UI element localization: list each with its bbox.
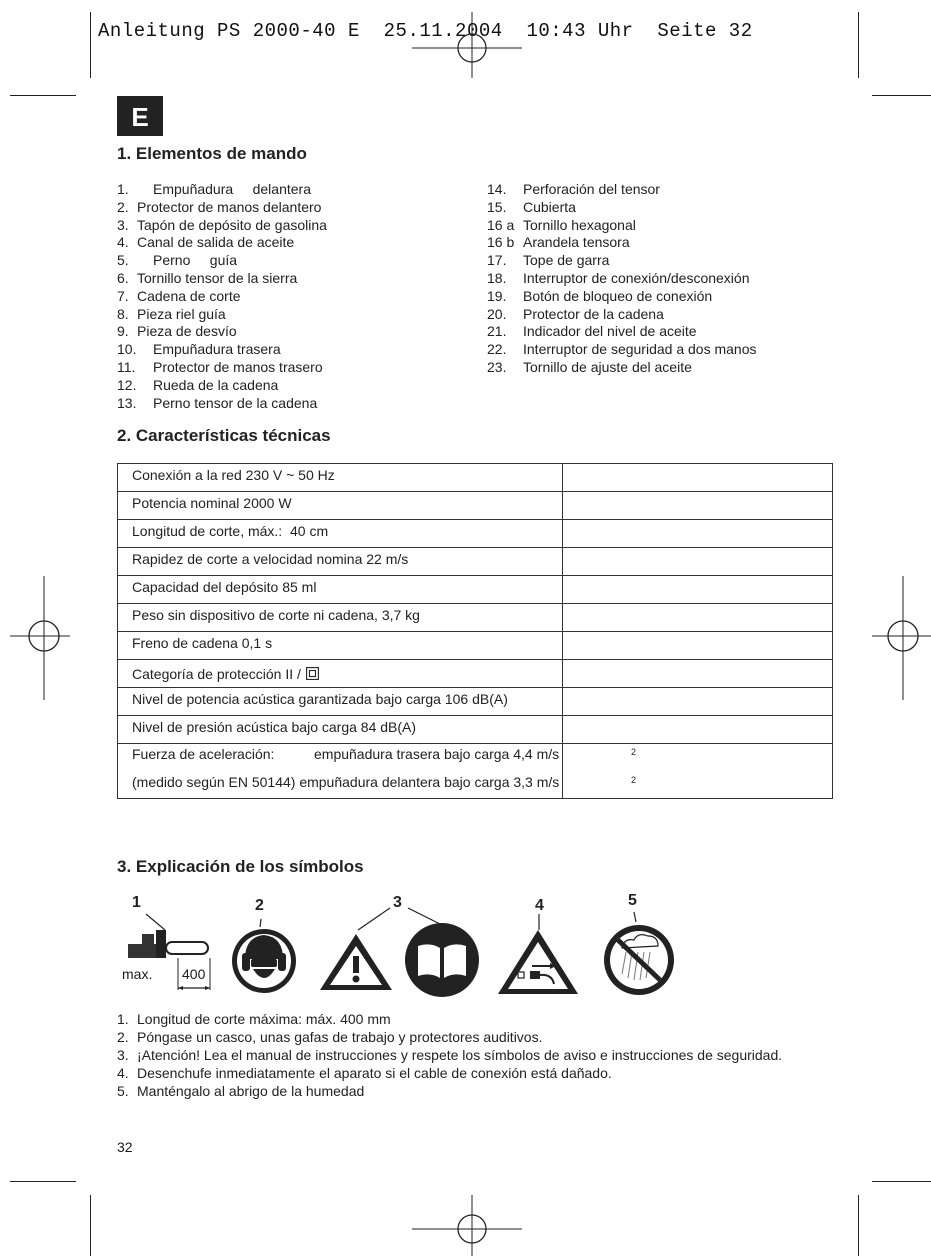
- item-number: 6.: [117, 269, 129, 286]
- item-number: 14.: [487, 181, 507, 197]
- spec-cell: Freno de cadena 0,1 s: [118, 632, 563, 659]
- crop-mark: [872, 95, 931, 96]
- item-number: 8.: [117, 305, 129, 322]
- crop-mark: [858, 12, 859, 78]
- table-row-acceleration: [118, 744, 832, 798]
- spec-cell: Conexión a la red 230 V ~ 50 Hz: [118, 464, 563, 491]
- spec-empty-cell: [563, 492, 832, 519]
- item-text: ¡Atención! Lea el manual de instrucciones y respete los símbolos de aviso e instrucciones de seguridad.: [137, 1047, 783, 1063]
- symbol-number: 3: [393, 894, 402, 911]
- spec-empty-cell: [563, 632, 832, 659]
- item-label: Pieza riel guía: [137, 305, 226, 322]
- print-header: Anleitung PS 2000-40 E 25.11.2004 10:43 Uhr Seite 32: [98, 20, 753, 42]
- item-label: Rueda de la cadena: [153, 376, 279, 393]
- item-number: 2.: [117, 1029, 129, 1045]
- crop-mark: [872, 1181, 931, 1182]
- crop-mark: [90, 12, 91, 78]
- item-label: Tope de garra: [523, 252, 610, 269]
- spec-cell: Rapidez de corte a velocidad nomina 22 m/s: [118, 548, 563, 575]
- crop-mark: [858, 1195, 859, 1256]
- spec-text: Categoría de protección II /: [132, 665, 305, 682]
- registration-mark-icon: [10, 576, 70, 700]
- item-label: Perno tensor de la cadena: [153, 394, 318, 411]
- language-badge: E: [117, 96, 163, 136]
- no-rain-icon: [596, 908, 680, 998]
- item-label: Cadena de corte: [137, 287, 241, 304]
- accel-superscript: 2: [631, 775, 637, 785]
- item-label: Interruptor de seguridad a dos manos: [523, 341, 757, 358]
- spec-cell: Longitud de corte, máx.: 40 cm: [118, 520, 563, 547]
- accel-rear-handle: empuñadura trasera bajo carga 4,4 m/s: [314, 746, 560, 762]
- item-label: Protector de la cadena: [523, 305, 664, 322]
- item-label: Tornillo de ajuste del aceite: [523, 358, 692, 375]
- page-number: 32: [117, 1139, 133, 1155]
- item-number: 5.: [117, 252, 129, 269]
- list-item: [117, 1010, 782, 1028]
- item-number: 4.: [117, 234, 129, 251]
- list-item: [117, 1082, 782, 1100]
- spec-cell: Capacidad del depósito 85 ml: [118, 576, 563, 603]
- symbol-number: 2: [255, 897, 264, 914]
- item-number: 18.: [487, 269, 507, 286]
- section-title-specs: 2. Características técnicas: [117, 426, 331, 445]
- symbols-explanations: [117, 1010, 782, 1100]
- spec-empty-cell: [563, 576, 832, 603]
- list-item: [487, 217, 756, 235]
- item-label: Indicador del nivel de aceite: [523, 323, 697, 340]
- item-number: 5.: [117, 1083, 129, 1099]
- symbol-number: 5: [628, 892, 637, 909]
- item-label: Tapón de depósito de gasolina: [137, 216, 327, 233]
- list-item: [487, 270, 756, 288]
- list-item: [117, 341, 327, 359]
- list-item: [117, 270, 327, 288]
- item-number: 16 b: [487, 234, 515, 251]
- list-item: [117, 359, 327, 377]
- table-row: [118, 548, 832, 576]
- spec-empty-cell: [563, 464, 832, 491]
- registration-mark-icon: [412, 1195, 522, 1256]
- registration-mark-icon: [872, 576, 931, 700]
- head-protection-icon: [231, 913, 299, 995]
- item-number: 22.: [487, 341, 507, 358]
- crop-mark: [10, 95, 76, 96]
- crop-mark: [90, 1195, 91, 1256]
- table-row: [118, 716, 832, 744]
- item-number: 11.: [117, 358, 136, 375]
- item-text: Manténgalo al abrigo de la humedad: [137, 1083, 365, 1099]
- accel-front-handle: (medido según EN 50144) empuñadura delantera bajo carga 3,3 m/s: [132, 774, 560, 790]
- item-text: Longitud de corte máxima: máx. 400 mm: [137, 1011, 391, 1027]
- list-item: [487, 199, 756, 217]
- item-number: 2.: [117, 198, 129, 215]
- symbol-number: 4: [535, 897, 544, 914]
- list-item: [487, 341, 756, 359]
- controls-list-right: [487, 181, 756, 377]
- list-item: [487, 306, 756, 324]
- spec-empty-cell: [563, 604, 832, 631]
- crop-mark: [10, 1181, 76, 1182]
- section-title-symbols: 3. Explicación de los símbolos: [117, 857, 364, 876]
- item-label: Interruptor de conexión/desconexión: [523, 269, 750, 286]
- list-item: [117, 234, 327, 252]
- item-number: 10.: [117, 341, 137, 358]
- item-label: Tornillo hexagonal: [523, 216, 636, 233]
- item-text: Desenchufe inmediatamente el aparato si el cable de conexión está dañado.: [137, 1065, 612, 1081]
- item-label: Botón de bloqueo de conexión: [523, 287, 713, 304]
- item-number: 1.: [117, 181, 129, 197]
- item-number: 9.: [117, 323, 129, 340]
- list-item: [487, 359, 756, 377]
- table-row: [118, 492, 832, 520]
- max-label: max.: [122, 966, 153, 982]
- table-row: [118, 604, 832, 632]
- item-label: Protector de manos trasero: [153, 358, 323, 375]
- section-title-controls: 1. Elementos de mando: [117, 144, 307, 163]
- registration-mark-icon: [412, 12, 522, 82]
- list-item: [487, 252, 756, 270]
- item-number: 12.: [117, 376, 137, 393]
- specs-table: [117, 463, 833, 799]
- item-label: Protector de manos delantero: [137, 198, 322, 215]
- item-label: Arandela tensora: [523, 234, 630, 251]
- item-number: 1.: [117, 1011, 129, 1027]
- controls-list-left: [117, 181, 327, 412]
- item-number: 23.: [487, 358, 507, 375]
- list-item: [117, 1028, 782, 1046]
- item-label: Canal de salida de aceite: [137, 234, 295, 251]
- item-number: 3.: [117, 1047, 129, 1063]
- unplug-damaged-cable-icon: [494, 908, 580, 998]
- table-row: [118, 520, 832, 548]
- list-item: [117, 288, 327, 306]
- list-item: [117, 1064, 782, 1082]
- list-item: [117, 199, 327, 217]
- max-value: 400: [182, 966, 206, 982]
- list-item: [487, 323, 756, 341]
- item-label: Perforación del tensor: [523, 181, 660, 197]
- list-item: [487, 288, 756, 306]
- list-item: [117, 323, 327, 341]
- item-text: Póngase un casco, unas gafas de trabajo y protectores auditivos.: [137, 1029, 543, 1045]
- spec-cell-protection: [118, 660, 563, 687]
- item-label: Perno guía: [153, 252, 238, 269]
- chainsaw-max-length-icon: [118, 910, 218, 1000]
- spec-empty-cell: [563, 716, 832, 743]
- item-number: 15.: [487, 198, 507, 215]
- table-row: [118, 632, 832, 660]
- table-row: [118, 576, 832, 604]
- spec-empty-cell: [563, 688, 832, 715]
- spec-cell: Peso sin dispositivo de corte ni cadena, 3,7 kg: [118, 604, 563, 631]
- item-number: 7.: [117, 287, 129, 304]
- list-item: [117, 252, 327, 270]
- item-number: 17.: [487, 252, 507, 269]
- item-number: 19.: [487, 287, 507, 304]
- list-item: [117, 1046, 782, 1064]
- table-row: [118, 464, 832, 492]
- symbol-number: 1: [132, 894, 141, 911]
- spec-cell: Potencia nominal 2000 W: [118, 492, 563, 519]
- table-row: [118, 688, 832, 716]
- item-number: 16 a: [487, 216, 515, 233]
- item-number: 4.: [117, 1065, 129, 1081]
- list-item: [487, 181, 756, 199]
- accel-superscript: 2: [631, 747, 637, 757]
- item-label: Empuñadura delantera: [153, 181, 311, 197]
- item-number: 21.: [487, 323, 507, 340]
- spec-empty-cell: [563, 548, 832, 575]
- spec-cell: Nivel de potencia acústica garantizada bajo carga 106 dB(A): [118, 688, 563, 715]
- item-label: Tornillo tensor de la sierra: [137, 269, 298, 286]
- double-insulation-icon: [306, 667, 319, 680]
- item-number: 3.: [117, 216, 129, 233]
- list-item: [487, 234, 756, 252]
- list-item: [117, 377, 327, 395]
- list-item: [117, 181, 327, 199]
- spec-empty-cell: [563, 520, 832, 547]
- warning-read-manual-icon: [318, 900, 488, 998]
- item-number: 20.: [487, 305, 507, 322]
- list-item: [117, 306, 327, 324]
- item-number: 13.: [117, 394, 137, 411]
- spec-empty-cell: [563, 744, 832, 798]
- list-item: [117, 395, 327, 413]
- item-label: Pieza de desvío: [137, 323, 237, 340]
- item-label: Empuñadura trasera: [153, 341, 281, 358]
- spec-cell: Nivel de presión acústica bajo carga 84 dB(A): [118, 716, 563, 743]
- item-label: Cubierta: [523, 198, 576, 215]
- accel-label: Fuerza de aceleración:: [132, 746, 275, 762]
- list-item: [117, 217, 327, 235]
- spec-empty-cell: [563, 660, 832, 687]
- table-row: [118, 660, 832, 688]
